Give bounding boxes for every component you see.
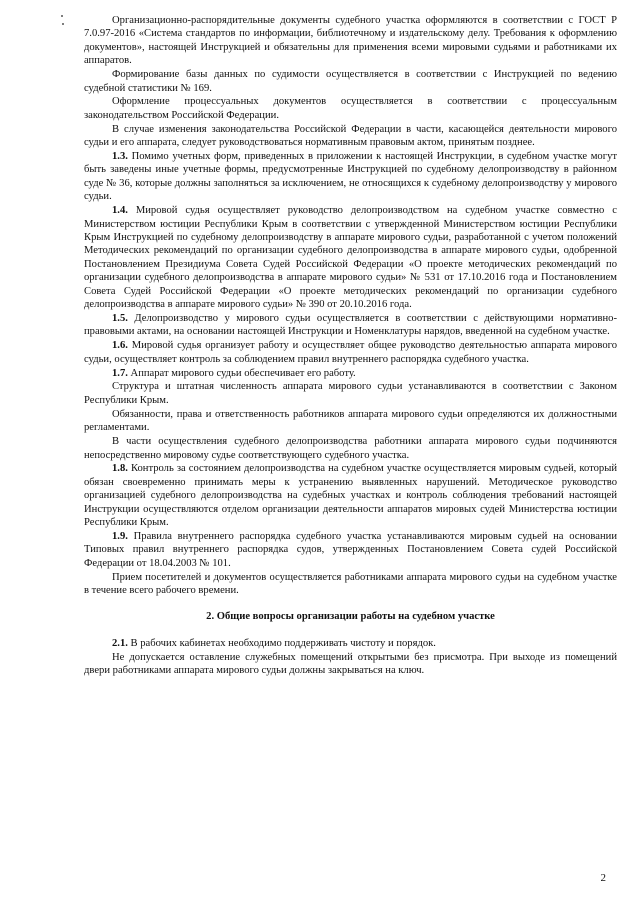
clause-number: 1.3.	[112, 151, 128, 163]
paragraph-1-3: 1.3. Помимо учетных форм, приведенных в приложении к настоящей Инструкции, в судебном участке могут быть заведены иные учетные формы, предусмотренные Инструкцией по судебному делопроизводству в районном суде № 36, которые должны заполняться за исключением, не относящихся к судебному делопроизводству у мирового судьи.	[84, 151, 618, 203]
paragraph-docs-gost: Организационно-распорядительные документы судебного участка оформляются в соответствии с ГОСТ Р 7.0.97-2016 «Система стандартов по информации, библиотечному и издательскому делу. Требования к оформлению документов», настоящей Инструкцией и обязательны для применения всеми мировыми судьями и работниками их аппаратов.	[84, 15, 617, 67]
clause-number: 1.9.	[112, 530, 128, 542]
paragraph-1-7: 1.7. Аппарат мирового судьи обеспечивает его работу.	[112, 367, 356, 379]
scan-speck	[61, 15, 63, 17]
paragraph-staff-structure: Структура и штатная численность аппарата мирового судьи устанавливаются в соответствии с Законом Республики Крым.	[84, 381, 617, 406]
paragraph-visitor-reception: Прием посетителей и документов осуществляется работниками аппарата мирового судьи на судебном участке в течение всего рабочего времени.	[84, 571, 617, 597]
paragraph-criminal-records: Формирование базы данных по судимости осуществляется в соответствии с Инструкцией по ведению судебной статистики № 169.	[84, 69, 617, 94]
paragraph-2-1: 2.1. В рабочих кабинетах необходимо поддерживать чистоту и порядок.	[112, 637, 436, 649]
paragraph-doors-locked: Не допускается оставление служебных помещений открытыми без присмотра. При выходе из помещений двери работниками аппарата мирового судьи должны закрываться на ключ.	[84, 651, 617, 677]
paragraph-1-4: 1.4. Мировой судья осуществляет руководство делопроизводством на судебном участке совместно с Министерством юстиции Республики Крым в соответствии с утвержденной Министерством юстиции Республики Крым Инструкцией по судебному делопроизводству в аппарате мирового судьи, разработанной с учетом положений Методических рекомендаций по организации судебного делопроизводства в аппарате мирового судьи, одобренной Постановлением Президиума Совета Судей Российской Федерации «О проекте методических рекомендаций по организации судебного делопроизводства в аппарате мирового судьи» № 531 от 17.10.2016 года и Постановлением Совета Судей Российской Федерации «О проекте методических рекомендаций по организации судебного делопроизводства в аппарате мирового судьи» № 390 от 20.10.2016 года.	[84, 205, 617, 311]
clause-number: 2.1.	[112, 637, 128, 649]
page-number: 2	[600, 872, 606, 884]
clause-number: 1.4.	[112, 205, 128, 217]
clause-number: 1.5.	[112, 312, 128, 324]
clause-number: 1.6.	[112, 340, 128, 352]
clause-number: 1.8.	[112, 463, 128, 475]
paragraph-1-8: 1.8. Контроль за состоянием делопроизводства на судебном участке осуществляется мировым судьей, который обязан своевременно принимать меры к устранению выявленных нарушений. Методическое руководство организацией судебного делопроизводства на судебных участках и контроль соблюдения требований настоящей Инструкции осуществляются отделом организации деятельности аппаратов мировых судей Министерства юстиции Республики Крым.	[84, 463, 617, 529]
paragraph-1-6: 1.6. Мировой судья организует работу и осуществляет общее руководство деятельностью аппарата мирового судьи, осуществляет контроль за соблюдением правил внутреннего распорядка судебного участка.	[84, 340, 617, 365]
paragraph-staff-duties: Обязанности, права и ответственность работников аппарата мирового судьи определяются их должностными регламентами.	[84, 408, 617, 434]
scan-speck	[62, 23, 64, 25]
paragraph-procedural-docs: Оформление процессуальных документов осуществляется в соответствии с процессуальным законодательством Российской Федерации.	[84, 96, 617, 121]
clause-number: 1.7.	[112, 367, 128, 379]
section-heading: 2. Общие вопросы организации работы на судебном участке	[206, 611, 495, 623]
paragraph-staff-subordination: В части осуществления судебного делопроизводства работники аппарата мирового судьи подчиняются непосредственно мировому судье соответствующего судебного участка.	[84, 436, 617, 461]
paragraph-1-5: 1.5. Делопроизводство у мирового судьи осуществляется в соответствии с действующими нормативно-правовыми актами, на основании настоящей Инструкции и Номенклатуры нарядов, введенной на судебном участке.	[84, 312, 617, 338]
paragraph-1-9: 1.9. Правила внутреннего распорядка судебного участка устанавливаются мировым судьей на основании Типовых правил внутреннего распорядка судов, утвержденных Постановлением Совета судей Российской Федерации от 18.04.2003 № 101.	[84, 530, 617, 569]
paragraph-law-changes: В случае изменения законодательства Российской Федерации в части, касающейся деятельности мирового судьи и его аппарата, следует руководствоваться нормативным правовым актом, принятым позднее.	[84, 123, 617, 149]
document-body	[84, 14, 617, 678]
